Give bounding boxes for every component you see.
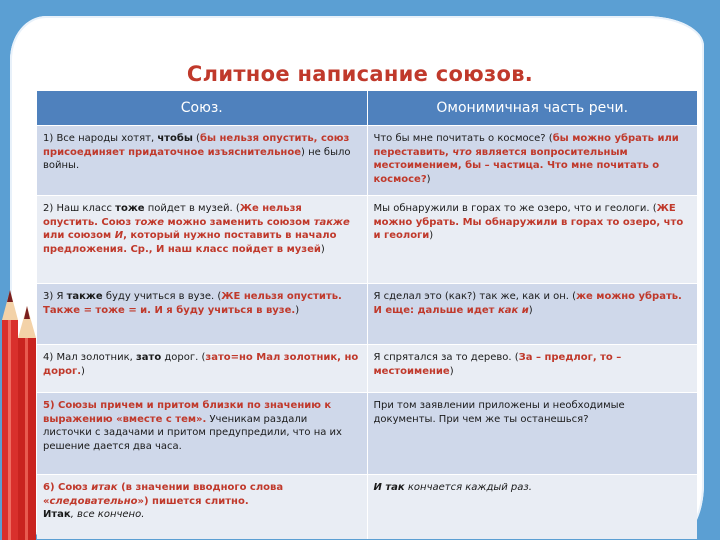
table-cell-left: 4) Мал золотник, зато дорог. (зато=но Мал золотник, но дорог.) bbox=[37, 345, 367, 393]
table-row bbox=[37, 345, 697, 393]
red-pencil-icon bbox=[2, 290, 18, 540]
table-cell-left: 5) Союзы причем и притом близки по значению к выражению «вместе с тем». Ученикам раздали листочки с задачами и притом предупредили, что на их решение дается два часа. bbox=[37, 393, 367, 475]
table-cell-right: При том заявлении приложены и необходимые документы. При чем же ты останешься? bbox=[367, 393, 697, 475]
column-header-homonym: Омонимичная часть речи. bbox=[367, 91, 697, 126]
table-cell-left: 1) Все народы хотят, чтобы (бы нельзя опустить, союз присоединяет придаточное изъяснительное) не было войны. bbox=[37, 126, 367, 196]
table-cell-right: Я сделал это (как?) так же, как и он. (же можно убрать. И еще: дальше идет как и) bbox=[367, 284, 697, 345]
table-row bbox=[37, 126, 697, 196]
red-pencil-icon bbox=[18, 306, 36, 540]
table-cell-right: Мы обнаружили в горах то же озеро, что и геологи. (ЖЕ можно убрать. Мы обнаружили в горах то озеро, что и геологи) bbox=[367, 196, 697, 284]
table-row bbox=[37, 284, 697, 345]
pencils-decoration bbox=[0, 290, 40, 540]
table-row bbox=[37, 196, 697, 284]
table-cell-left: 2) Наш класс тоже пойдет в музей. (Же нельзя опустить. Союз тоже можно заменить союзом также или союзом И, который нужно поставить в начало предложения. Ср., И наш класс пойдет в музей) bbox=[37, 196, 367, 284]
table-cell-left: 6) Союз итак (в значении вводного слова «следовательно») пишется слитно. Итак, все кончено. bbox=[37, 475, 367, 539]
table-row bbox=[37, 475, 697, 539]
table-cell-right: Что бы мне почитать о космосе? (бы можно убрать или переставить, что является вопросительным местоимением, бы – частица. Что мне почитать о космосе?) bbox=[367, 126, 697, 196]
table-row bbox=[37, 393, 697, 475]
column-header-conjunction: Союз. bbox=[37, 91, 367, 126]
table-cell-right: И так кончается каждый раз. bbox=[367, 475, 697, 539]
table-cell-right: Я спрятался за то дерево. (За – предлог, то – местоимение) bbox=[367, 345, 697, 393]
table-cell-left: 3) Я также буду учиться в вузе. (ЖЕ нельзя опустить. Также = тоже = и. И я буду учиться в вузе.) bbox=[37, 284, 367, 345]
conjunctions-table bbox=[37, 91, 697, 539]
table-header-row bbox=[37, 91, 697, 126]
page-title: Слитное написание союзов. bbox=[186, 62, 534, 86]
